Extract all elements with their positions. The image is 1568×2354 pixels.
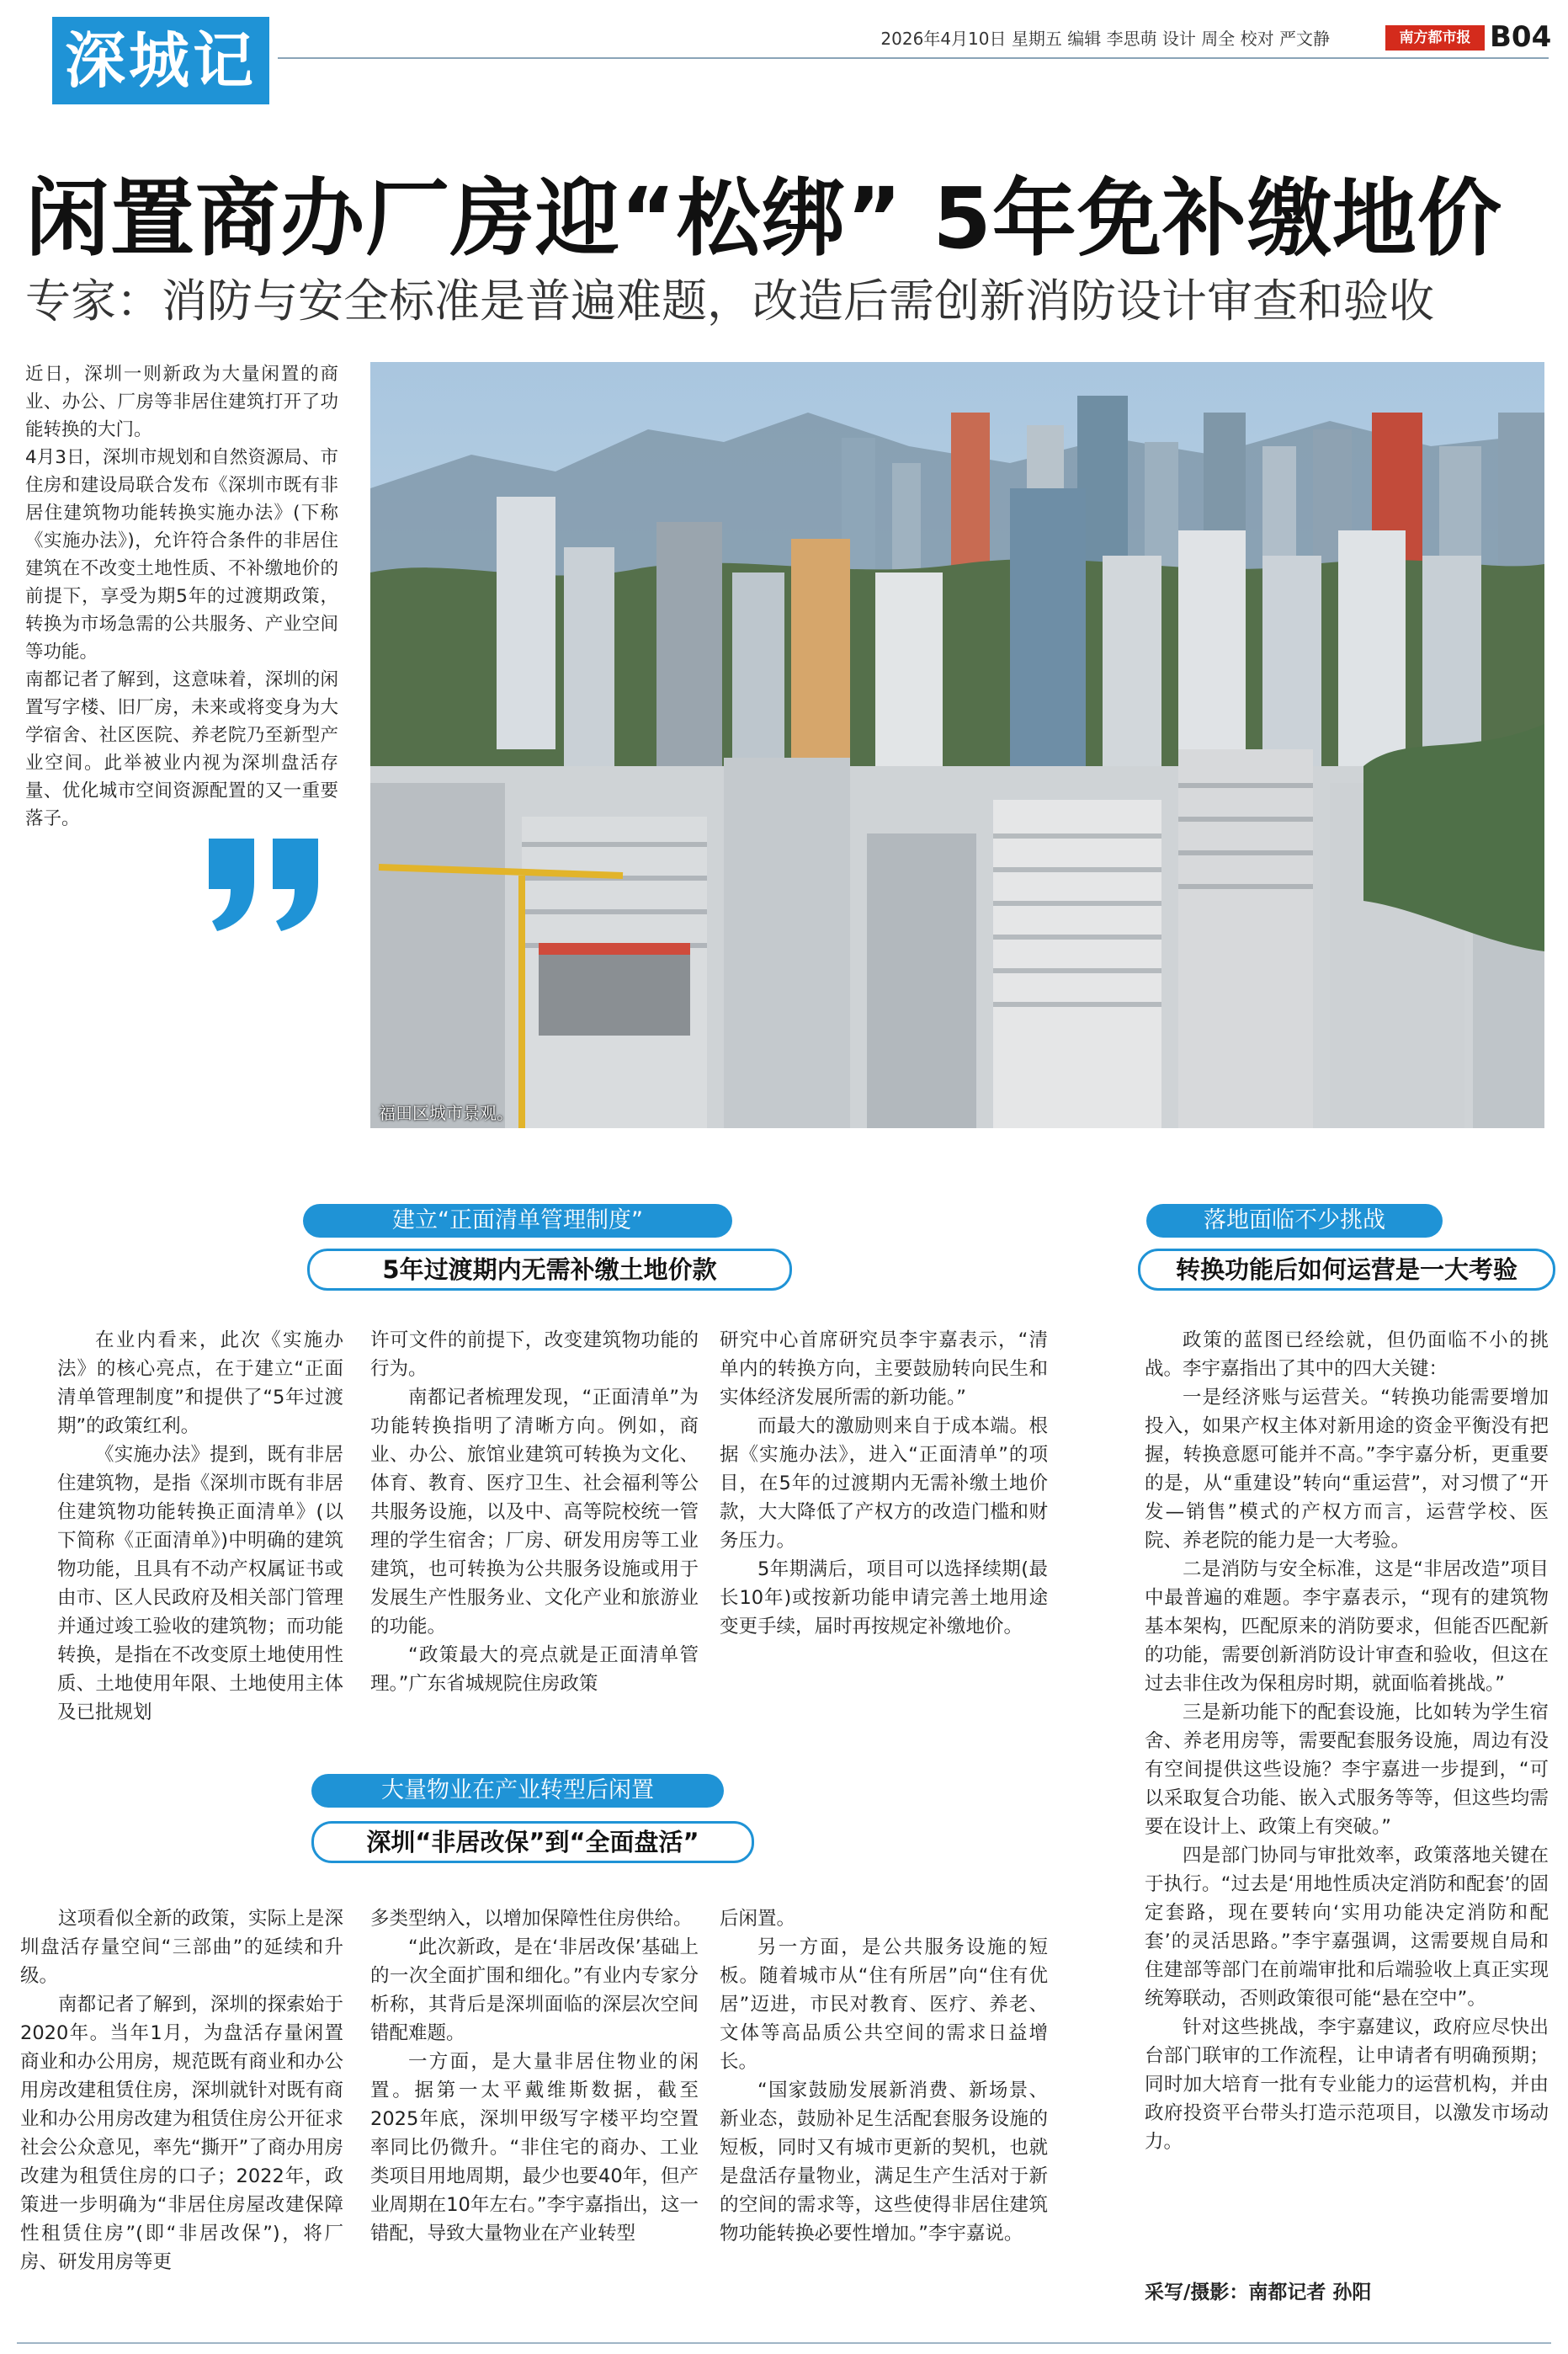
paragraph: 政策的蓝图已经绘就，但仍面临不小的挑战。李宇嘉指出了其中的四大关键： [1145, 1329, 1549, 1380]
section2-column-3 [720, 1904, 1048, 2300]
section1-pill: 建立“正面清单管理制度” [303, 1204, 732, 1238]
section2-pill: 大量物业在产业转型后闲置 [311, 1774, 724, 1808]
section1-column-2 [370, 1326, 699, 1743]
lead-paragraphs [25, 360, 338, 857]
section3-column [1145, 1326, 1549, 2269]
paragraph: 这项看似全新的政策，实际上是深圳盘活存量空间“三部曲”的延续和升级。 [20, 1908, 343, 1987]
paragraph: 一是经济账与运营关。“转换功能需要增加投入，如果产权主体对新用途的资金平衡没有把握，转换意愿可能并不高。”李宇嘉分析，更重要的是，从“重建设”转向“重运营”，对习惯了“开发—销售”模式的产权方而言，运营学校、医院、养老院的能力是一大考验。 [1145, 1387, 1549, 1552]
paragraph: 一方面，是大量非居住物业的闲置。据第一太平戴维斯数据，截至2025年底，深圳甲级写字楼平均空置率同比仍微升。“非住宅的商办、工业类项目用地周期，最少也要40年，但产业周期在10年左右。”李宇嘉指出，这一错配，导致大量物业在产业转型 [370, 2051, 699, 2245]
paragraph: 研究中心首席研究员李宇嘉表示，“清单内的转换方向，主要鼓励转向民生和实体经济发展所需的新功能。” [720, 1329, 1048, 1409]
paragraph: 后闲置。 [720, 1908, 796, 1930]
lead-paragraph: 4月3日，深圳市规划和自然资源局、市住房和建设局联合发布《深圳市既有非居住建筑物功能转换实施办法》(下称《实施办法》)，允许符合条件的非居住建筑在不改变土地性质、不补缴地价的前提下，享受为期5年的过渡期政策，转换为市场急需的公共服务、产业空间等功能。 [25, 447, 338, 663]
paragraph: 南都记者梳理发现，“正面清单”为功能转换指明了清晰方向。例如，商业、办公、旅馆业建筑可转换为文化、体育、教育、医疗卫生、社会福利等公共服务设施，以及中、高等院校统一管理的学生宿舍；厂房、研发用房等工业建筑，也可转换为公共服务设施或用于发展生产性服务业、文化产业和旅游业的功能。 [370, 1387, 699, 1638]
section3-title: 转换功能后如何运营是一大考验 [1138, 1249, 1555, 1291]
issue-meta: 2026年4月10日 星期五 编辑 李思萌 设计 周全 校对 严文静 [880, 29, 1330, 49]
paragraph: 另一方面，是公共服务设施的短板。随着城市从“住有所居”向“住有优居”迈进，市民对教育、医疗、养老、文体等高品质公共空间的需求日益增长。 [720, 1936, 1048, 2073]
paragraph: 在业内看来，此次《实施办法》的核心亮点，在于建立“正面清单管理制度”和提供了“5年过渡期”的政策红利。 [57, 1329, 343, 1437]
paragraph: 许可文件的前提下，改变建筑物功能的行为。 [370, 1329, 699, 1380]
section1-column-1 [57, 1326, 343, 1743]
city-skyline-image [370, 362, 1544, 1128]
city-photo [370, 362, 1544, 1128]
byline: 采写/摄影：南都记者 孙阳 [1145, 2282, 1372, 2303]
section1-title: 5年过渡期内无需补缴土地价款 [307, 1249, 792, 1291]
section2-column-1 [20, 1904, 343, 2300]
masthead-logo: 南方都市报 [1385, 25, 1485, 51]
quote-mark-icon [202, 833, 328, 935]
section-tag: 深城记 [52, 17, 269, 104]
paragraph: 《实施办法》提到，既有非居住建筑物，是指《深圳市既有非居住建筑物功能转换正面清单》(以下简称《正面清单》)中明确的建筑物功能，且具有不动产权属证书或由市、区人民政府及相关部门管理并通过竣工验收的建筑物；而功能转换，是指在不改变原土地使用性质、土地使用年限、土地使用主体及已批规划 [57, 1444, 343, 1723]
paragraph: 而最大的激励则来自于成本端。根据《实施办法》，进入“正面清单”的项目，在5年的过渡期内无需补缴土地价款，大大降低了产权方的改造门槛和财务压力。 [720, 1415, 1048, 1552]
page-number: B04 [1490, 20, 1552, 54]
paragraph: “国家鼓励发展新消费、新场景、新业态，鼓励补足生活配套服务设施的短板，同时又有城市更新的契机，也就是盘活存量物业，满足生产生活对于新的空间的需求等，这些使得非居住建筑物功能转换必要性增加。”李宇嘉说。 [720, 2080, 1048, 2245]
paragraph: 南都记者了解到，深圳的探索始于2020年。当年1月，为盘活存量闲置商业和办公用房，规范既有商业和办公用房改建租赁住房，深圳就针对既有商业和办公用房改建为租赁住房公开征求社会公众意见，率先“撕开”了商办用房改建为租赁住房的口子；2022年，政策进一步明确为“非居住房屋改建保障性租赁住房”(即“非居改保”)，将厂房、研发用房等更 [20, 1994, 343, 2273]
footer-rule [17, 2342, 1551, 2344]
photo-caption: 福田区城市景观。 [379, 1103, 513, 1123]
section1-column-3 [720, 1326, 1048, 1743]
lead-paragraph: 近日，深圳一则新政为大量闲置的商业、办公、厂房等非居住建筑打开了功能转换的大门。 [25, 364, 338, 440]
paragraph: 针对这些挑战，李宇嘉建议，政府应尽快出台部门联审的工作流程，让申请者有明确预期；同时加大培育一批有专业能力的运营机构，并由政府投资平台带头打造示范项目，以激发市场动力。 [1145, 2016, 1549, 2153]
paragraph: 多类型纳入，以增加保障性住房供给。 [370, 1908, 693, 1930]
headline: 闲置商办厂房迎“松绑” 5年免补缴地价 [25, 169, 1502, 268]
section2-column-2 [370, 1904, 699, 2300]
header-rule [278, 57, 1549, 59]
paragraph: “政策最大的亮点就是正面清单管理。”广东省城规院住房政策 [370, 1644, 699, 1695]
lead-paragraph: 南都记者了解到，这意味着，深圳的闲置写字楼、旧厂房，未来或将变身为大学宿舍、社区医院、养老院乃至新型产业空间。此举被业内视为深圳盘活存量、优化城市空间资源配置的又一重要落子。 [25, 669, 338, 829]
section2-title: 深圳“非居改保”到“全面盘活” [311, 1821, 754, 1863]
subheadline: 专家：消防与安全标准是普遍难题，改造后需创新消防设计审查和验收 [25, 274, 1434, 328]
paragraph: 二是消防与安全标准，这是“非居改造”项目中最普遍的难题。李宇嘉表示，“现有的建筑物基本架构，匹配原来的消防要求，但能否匹配新的功能，需要创新消防设计审查和验收，但这在过去非住改为保租房时期，就面临着挑战。” [1145, 1558, 1549, 1695]
paragraph: “此次新政，是在‘非居改保’基础上的一次全面扩围和细化。”有业内专家分析称，其背后是深圳面临的深层次空间错配难题。 [370, 1936, 699, 2044]
paragraph: 5年期满后，项目可以选择续期(最长10年)或按新功能申请完善土地用途变更手续，届时再按规定补缴地价。 [720, 1558, 1048, 1638]
paragraph: 四是部门协同与审批效率，政策落地关键在于执行。“过去是‘用地性质决定消防和配套’的固定套路，现在要转向‘实用功能决定消防和配套’的灵活思路。”李宇嘉强调，这需要规自局和住建部等部门在前端审批和后端验收上真正实现统筹联动，否则政策很可能“悬在空中”。 [1145, 1845, 1549, 2010]
section3-pill: 落地面临不少挑战 [1146, 1204, 1443, 1238]
paragraph: 三是新功能下的配套设施，比如转为学生宿舍、养老用房等，需要配套服务设施，周边有没有空间提供这些设施？李宇嘉进一步提到，“可以采取复合功能、嵌入式服务等等，但这些均需要在设计上、政策上有突破。” [1145, 1702, 1549, 1838]
